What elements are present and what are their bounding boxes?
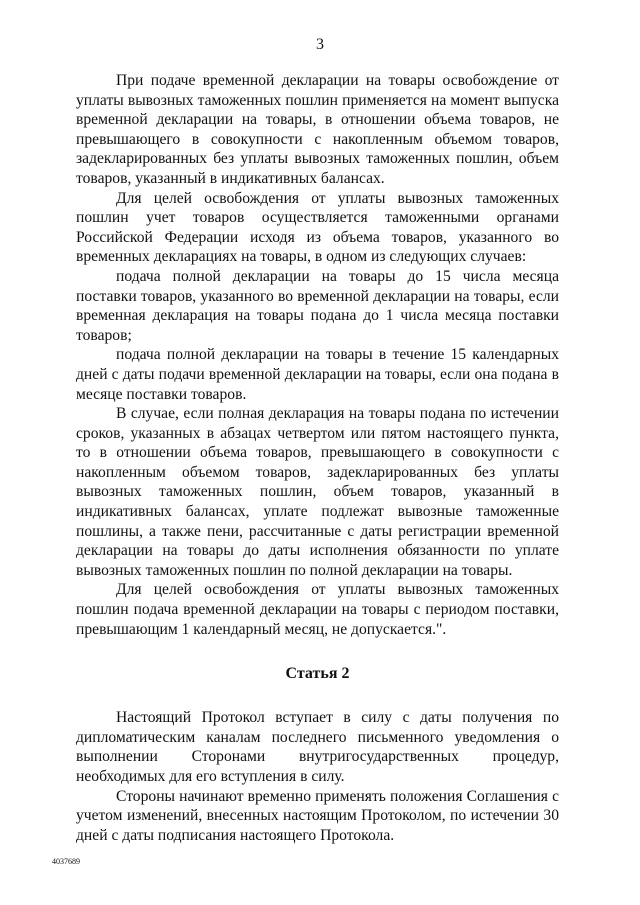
paragraph-provisional-application: Стороны начинают временно применять положения Соглашения с учетом изменений, внесенных настоящим Протоколом, по истечении 30 дней с даты подписания настоящего Протокола. bbox=[76, 787, 559, 844]
document-body bbox=[76, 71, 559, 845]
paragraph-entry-into-force: Настоящий Протокол вступает в силу с даты получения по дипломатическим каналам последнего письменного уведомления о выполнении Сторонами внутригосударственных процедур, необходимых для его вступления в силу. bbox=[76, 709, 559, 785]
paragraph-delivery-period-limit: Для целей освобождения от уплаты вывозных таможенных пошлин подача временной декларации на товары с периодом поставки, превышающим 1 календарный месяц, не допускается.". bbox=[76, 581, 559, 638]
paragraph-temporary-declaration-exemption: При подаче временной декларации на товары освобождение от уплаты вывозных таможенных пошлин применяется на момент выпуска временной декларации на товары, в отношении объема товаров, не превышающего в совокупности с накопленным объемом товаров, задекларированных без уплаты вывозных таможенных пошлин, объем товаров, указанный в индикативных балансах. bbox=[76, 72, 559, 187]
document-code: 4037689 bbox=[52, 857, 80, 866]
paragraph-case-15-days: подача полной декларации на товары в течение 15 календарных дней с даты подачи временной декларации на товары, если она подана в месяце поставки товаров. bbox=[76, 346, 559, 403]
paragraph-case-before-15th: подача полной декларации на товары до 15 числа месяца поставки товаров, указанного во временной декларации на товары, если временная декларация на товары подана до 1 числа месяца поставки товаров; bbox=[76, 267, 559, 344]
page-number: 3 bbox=[316, 36, 324, 53]
paragraph-accounting-purposes: Для целей освобождения от уплаты вывозных таможенных пошлин учет товаров осуществляется таможенными органами Российской Федерации исходя из объема товаров, указанного во временных декларациях на товары, в одном из следующих случаев: bbox=[76, 189, 559, 266]
paragraph-late-declaration-penalties: В случае, если полная декларация на товары подана по истечении сроков, указанных в абзацах четвертом или пятом настоящего пункта, то в отношении объема товаров, превышающего в совокупности с накопленным объемом товаров, задекларированных без уплаты вывозных таможенных пошлин, объем товаров, указанный в индикативных балансах, уплате подлежат вывозные таможенные пошлины, а также пени, рассчитанные с даты регистрации временной декларации на товары до даты исполнения обязанности по уплате вывозных таможенных пошлин по полной декларации на товары. bbox=[76, 405, 559, 579]
article-heading: Статья 2 bbox=[285, 665, 350, 683]
